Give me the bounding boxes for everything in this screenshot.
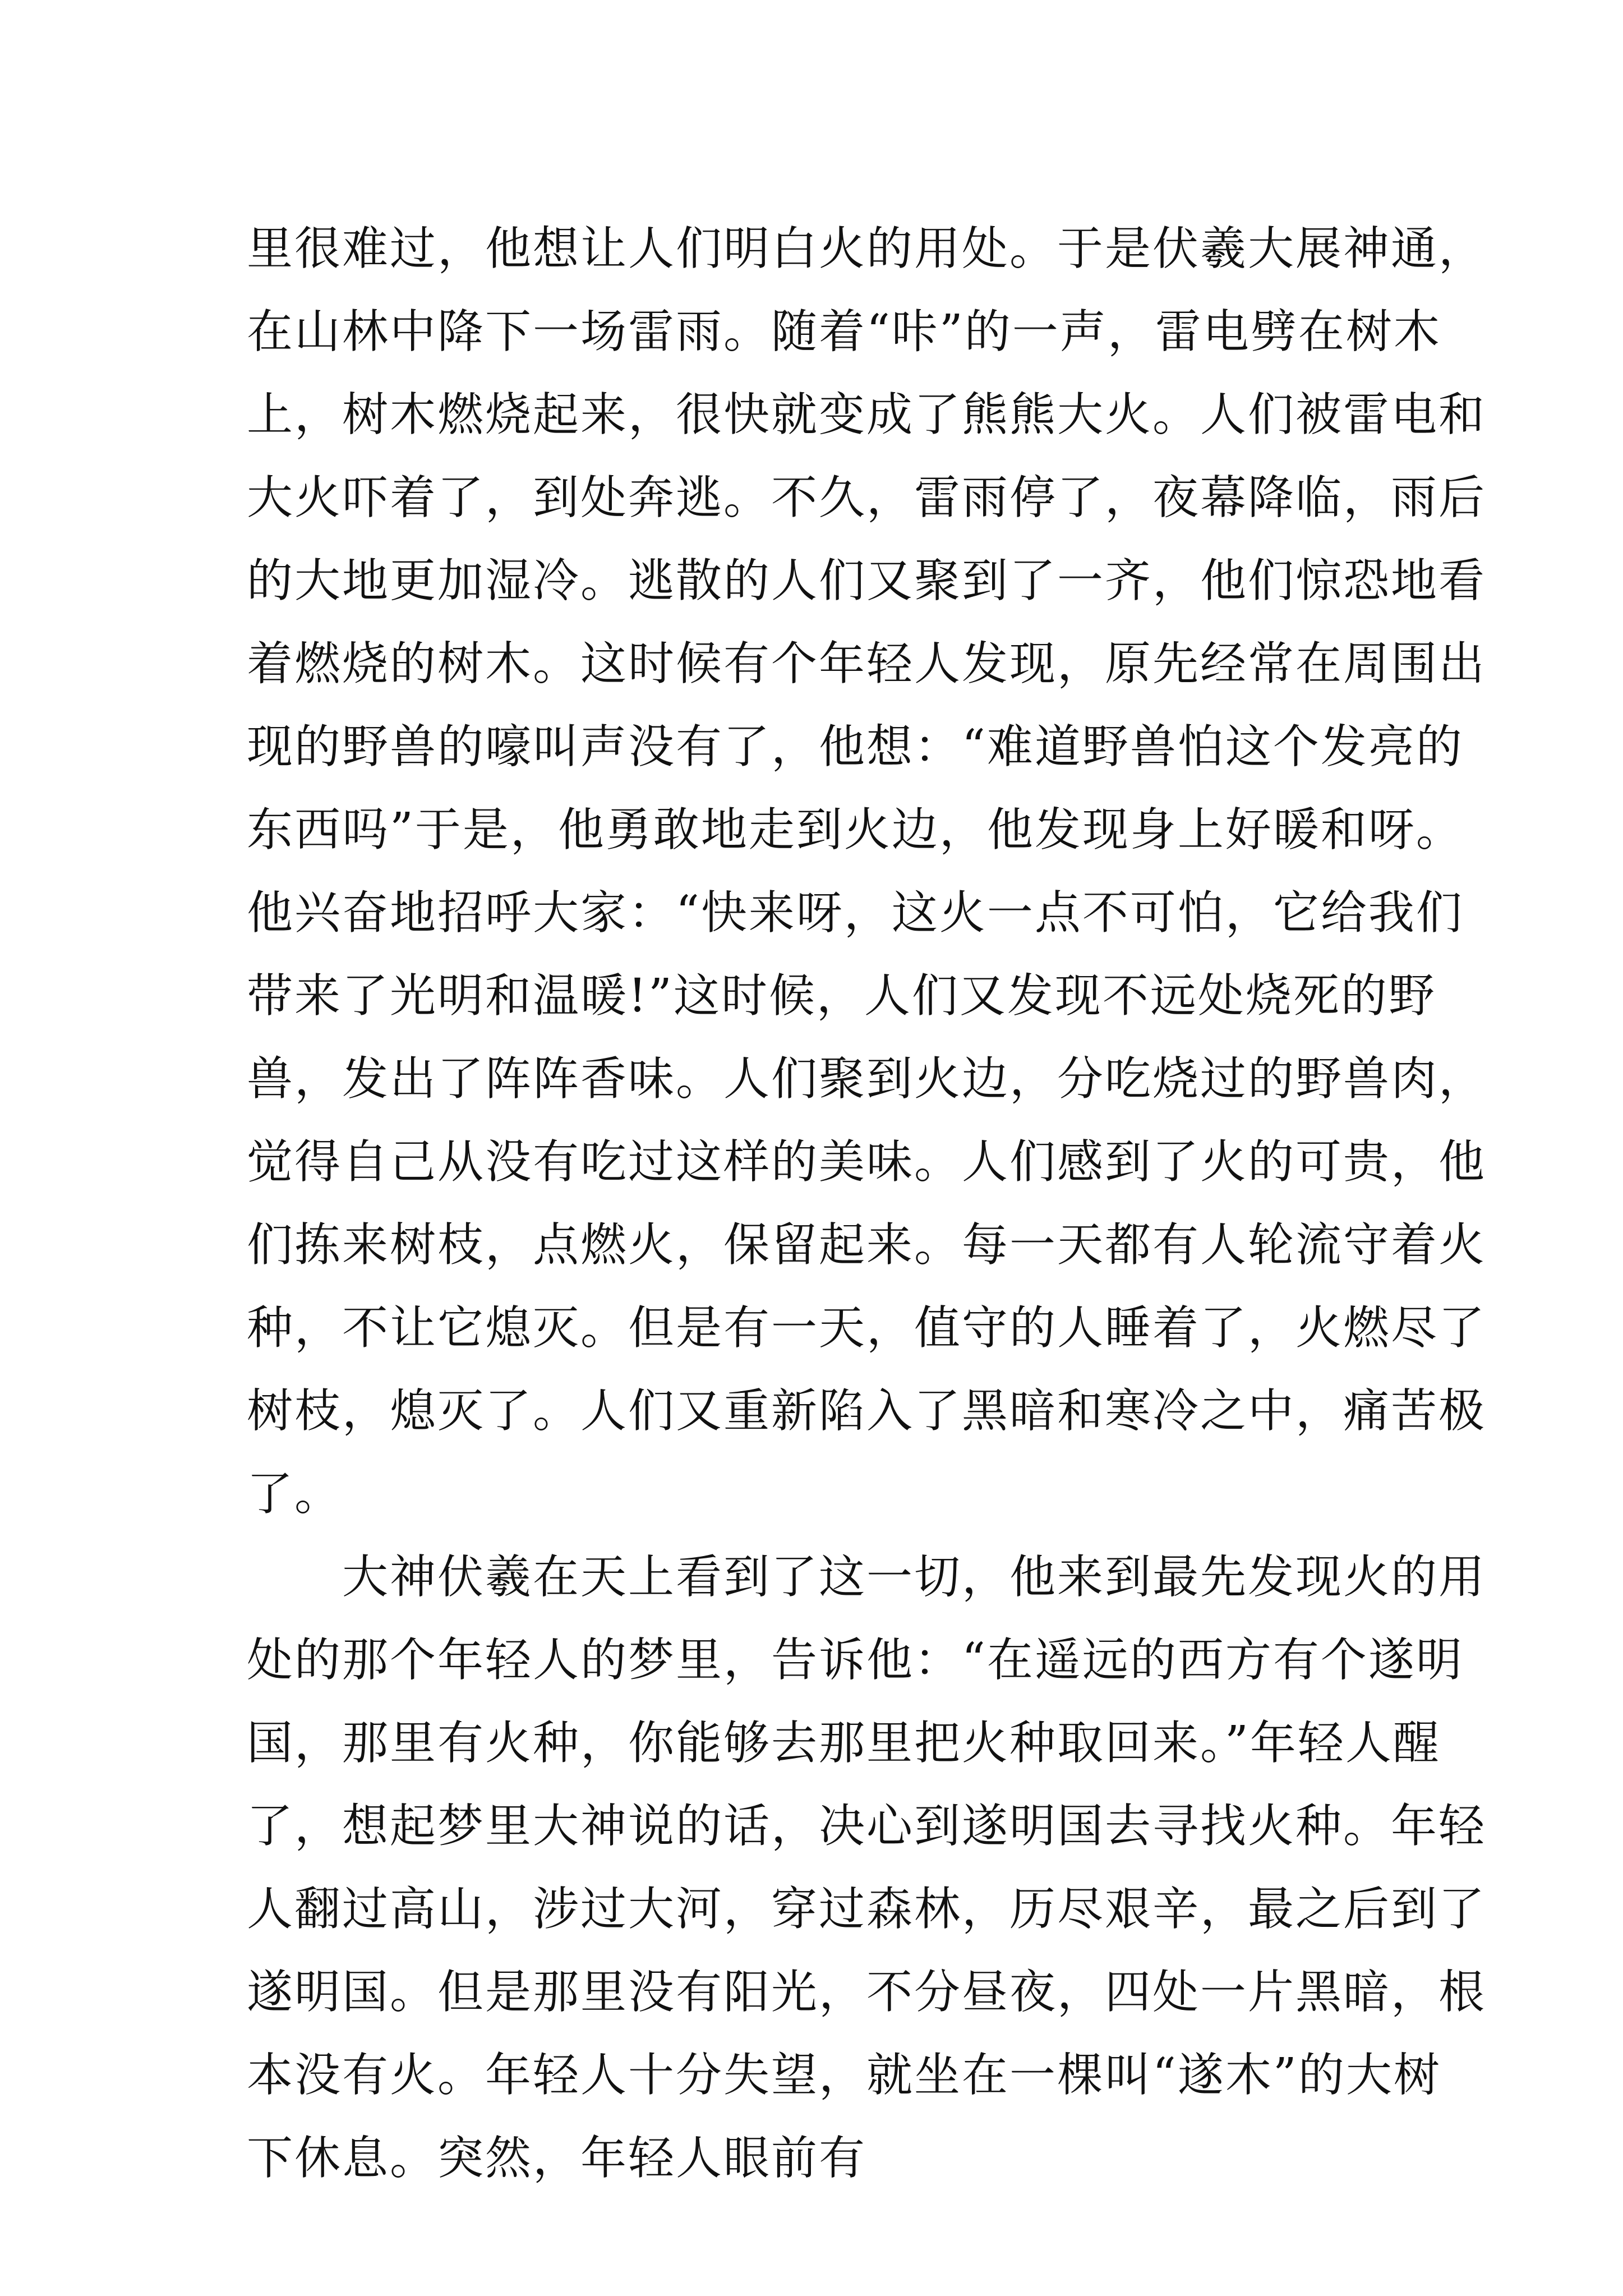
- text-line: 他兴奋地招呼大家：“快来呀，这火一点不可怕，它给我们: [247, 886, 1464, 940]
- text-line: 上，树木燃烧起来，很快就变成了熊熊大火。人们被雷电和: [247, 388, 1487, 441]
- paragraph-2: [247, 1536, 1487, 2200]
- text-line: 兽，发出了阵阵香味。人们聚到火边，分吃烧过的野兽肉，: [247, 1052, 1487, 1106]
- text-line: 大火吓着了，到处奔逃。不久，雷雨停了，夜幕降临，雨后: [247, 471, 1487, 524]
- text-line: 处的那个年轻人的梦里，告诉他：“在遥远的西方有个遂明: [247, 1634, 1464, 1687]
- text-line: 本没有火。年轻人十分失望，就坐在一棵叫“遂木”的大树: [247, 2049, 1441, 2102]
- text-line: 种，不让它熄灭。但是有一天，值守的人睡着了，火燃尽了: [247, 1301, 1487, 1355]
- text-line: 大神伏羲在天上看到了这一切，他来到最先发现火的用: [342, 1550, 1487, 1604]
- text-line: 觉得自己从没有吃过这样的美味。人们感到了火的可贵，他: [247, 1135, 1487, 1189]
- text-line: 现的野兽的嚎叫声没有了，他想：“难道野兽怕这个发亮的: [247, 720, 1464, 774]
- document-body: [247, 208, 1487, 2200]
- text-line: 国，那里有火种，你能够去那里把火种取回来。”年轻人醒: [247, 1717, 1441, 1770]
- text-line: 的大地更加湿冷。逃散的人们又聚到了一齐，他们惊恐地看: [247, 554, 1487, 608]
- text-line: 下休息。突然，年轻人眼前有: [247, 2132, 867, 2185]
- text-line: 带来了光明和温暖!”这时候，人们又发现不远处烧死的野: [247, 969, 1436, 1023]
- text-line: 了，想起梦里大神说的话，决心到遂明国去寻找火种。年轻: [247, 1800, 1487, 1853]
- text-line: 树枝，熄灭了。人们又重新陷入了黑暗和寒冷之中，痛苦极: [247, 1384, 1487, 1438]
- text-line: 了。: [247, 1467, 343, 1521]
- text-line: 在山林中降下一场雷雨。随着“咔”的一声，雷电劈在树木: [247, 305, 1441, 358]
- text-line: 人翻过高山，涉过大河，穿过森林，历尽艰辛，最之后到了: [247, 1883, 1487, 1936]
- paragraph-1: [247, 208, 1487, 1536]
- text-line: 们拣来树枝，点燃火，保留起来。每一天都有人轮流守着火: [247, 1218, 1487, 1272]
- text-line: 遂明国。但是那里没有阳光，不分昼夜，四处一片黑暗，根: [247, 1966, 1487, 2019]
- text-line: 东西吗”于是，他勇敢地走到火边，他发现身上好暖和呀。: [247, 803, 1464, 857]
- text-line: 着燃烧的树木。这时候有个年轻人发现，原先经常在周围出: [247, 637, 1487, 691]
- text-line: 里很难过，他想让人们明白火的用处。于是伏羲大展神通，: [247, 222, 1487, 275]
